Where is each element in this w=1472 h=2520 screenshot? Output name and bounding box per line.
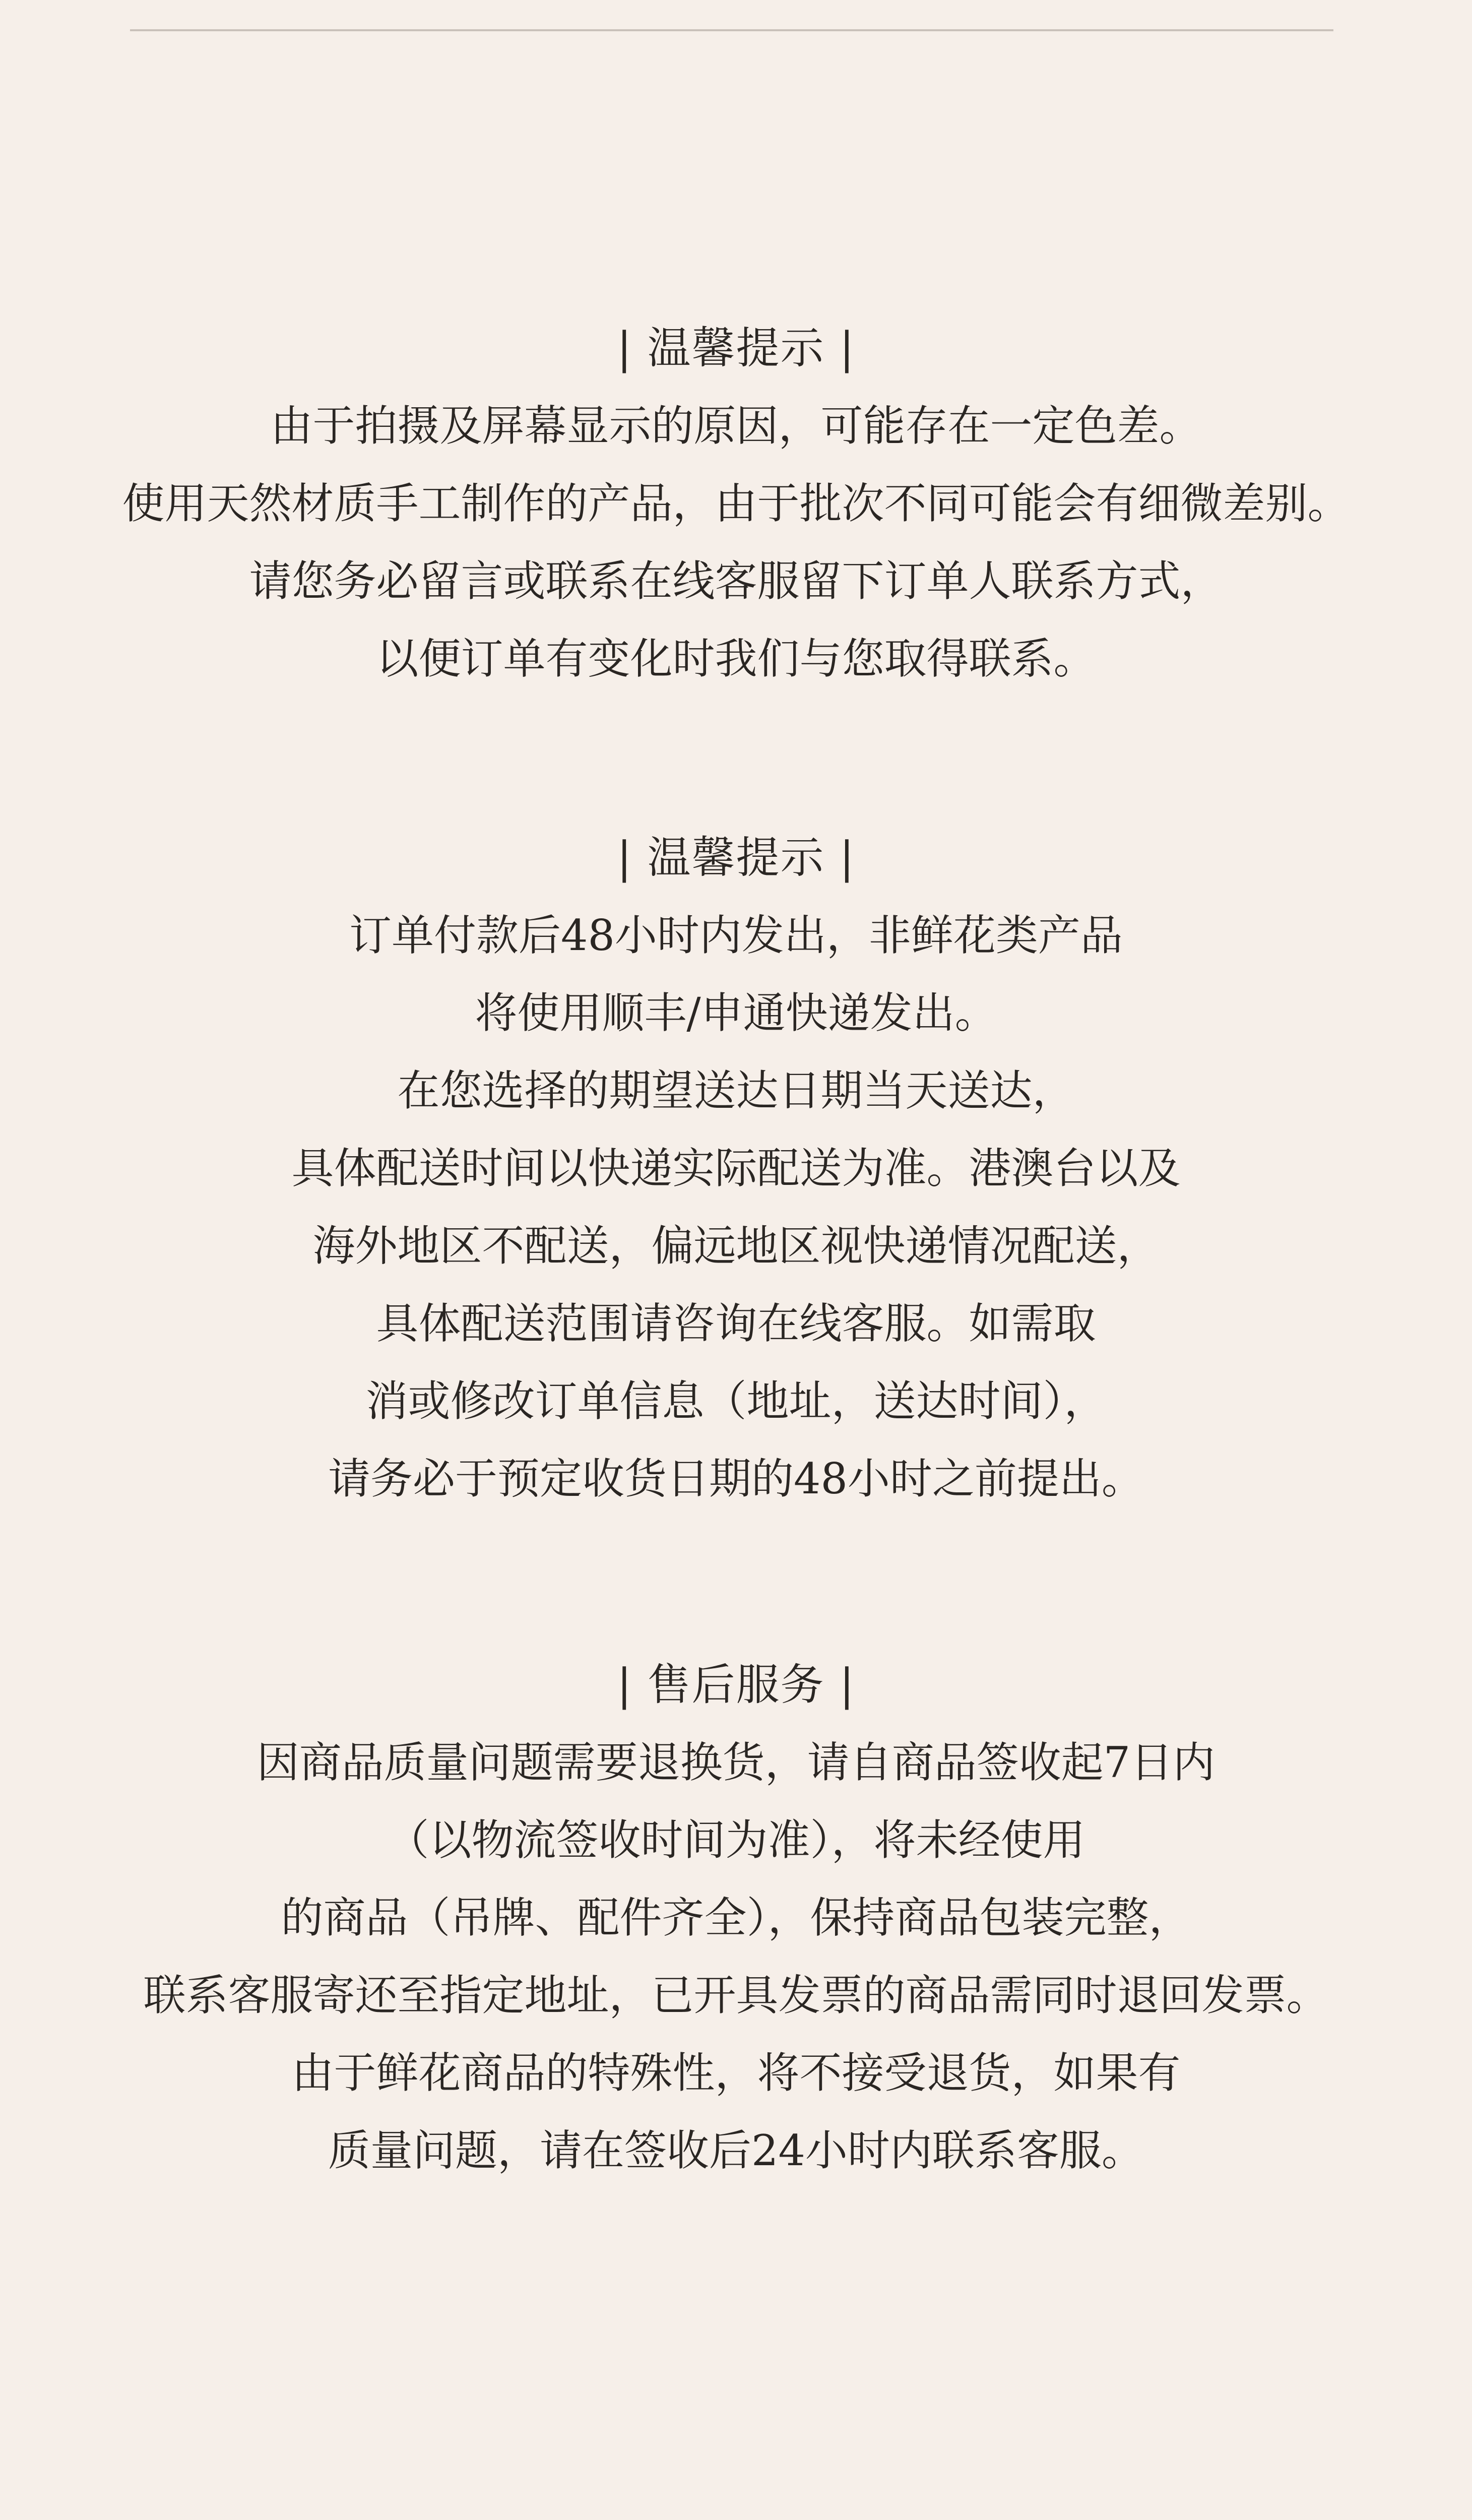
section-text-line: 消或修改订单信息（地址，送达时间），	[365, 1376, 1107, 1426]
section-text-line: 将使用顺丰/申通快递发出。	[475, 988, 997, 1038]
section-text-line: 具体配送范围请咨询在线客服。如需取	[376, 1299, 1096, 1348]
section-text-line: （以物流签收时间为准），将未经使用	[387, 1815, 1085, 1865]
section-text-line: 联系客服寄还至指定地址，已开具发票的商品需同时退回发票。	[143, 1971, 1329, 2020]
section-text-line: 由于鲜花商品的特殊性，将不接受退货，如果有	[291, 2048, 1181, 2098]
section-text-line: 因商品质量问题需要退换货，请自商品签收起7日内	[257, 1738, 1215, 1787]
section-title: | 温馨提示 |	[617, 833, 855, 883]
notice-section-color-difference	[0, 309, 1472, 698]
section-text-line: 具体配送时间以快递实际配送为准。港澳台以及	[291, 1144, 1181, 1193]
section-title: | 售后服务 |	[617, 1660, 855, 1710]
section-text-line: 海外地区不配送，偏远地区视快递情况配送，	[312, 1221, 1160, 1271]
section-text-line: 订单付款后48小时内发出，非鲜花类产品	[349, 911, 1123, 960]
section-text-line: 使用天然材质手工制作的产品，由于批次不同可能会有细微差别。	[122, 479, 1350, 528]
top-divider	[130, 29, 1333, 31]
section-text-line: 质量问题，请在签收后24小时内联系客服。	[328, 2126, 1144, 2175]
section-text-line: 请您务必留言或联系在线客服留下订单人联系方式，	[249, 556, 1223, 606]
section-text-line: 请务必于预定收货日期的48小时之前提出。	[328, 1454, 1144, 1503]
section-text-line: 的商品（吊牌、配件齐全），保持商品包装完整，	[281, 1893, 1191, 1942]
section-text-line: 以便订单有变化时我们与您取得联系。	[376, 634, 1096, 683]
section-text-line: 在您选择的期望送达日期当天送达，	[397, 1066, 1075, 1115]
notice-section-shipping	[0, 819, 1472, 1518]
section-text-line: 由于拍摄及屏幕显示的原因，可能存在一定色差。	[270, 401, 1202, 451]
after-sales-section	[0, 1646, 1472, 2189]
section-title: | 温馨提示 |	[617, 323, 855, 373]
